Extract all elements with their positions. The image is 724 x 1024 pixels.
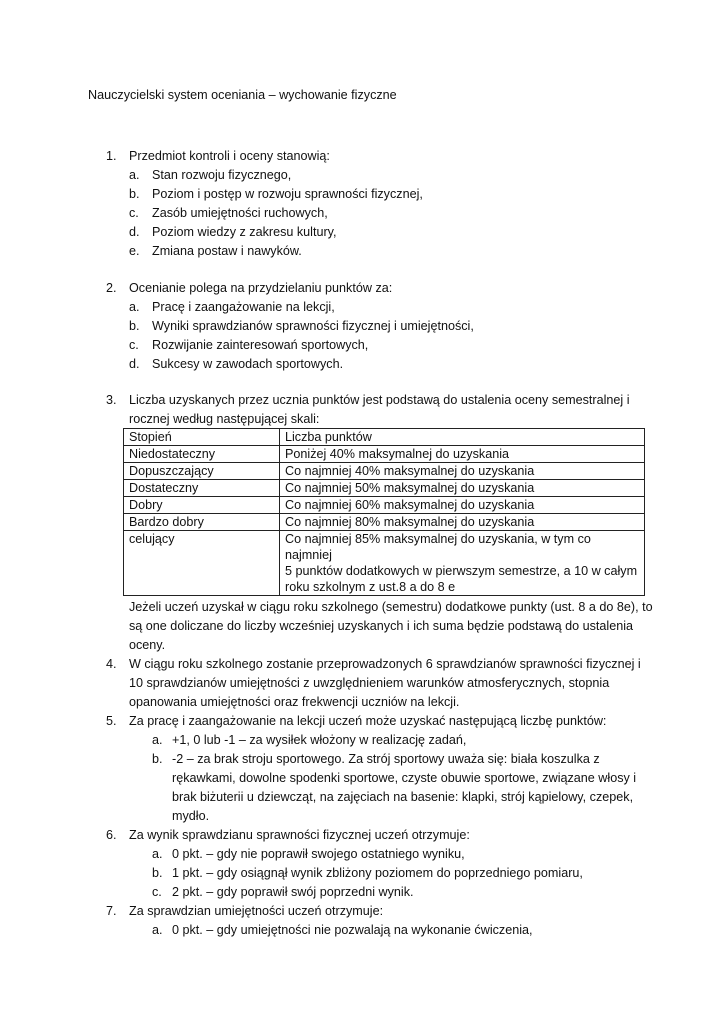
table-row [124,514,645,531]
list-item-line: rękawkami, dowolne spodenki sportowe, czyste obuwie sportowe, związane włosy i [172,771,637,785]
table-row [124,463,645,480]
list-item-marker: d. [129,357,140,371]
section-6-number: 6. [106,828,117,842]
list-item: +1, 0 lub -1 – za wysiłek włożony w realizację zadań, [172,733,467,747]
list-item-marker: b. [129,187,140,201]
list-item-line: -2 – za brak stroju sportowego. Za strój sportowy uważa się: biała koszulka z [172,752,600,766]
list-item-marker: b. [152,866,163,880]
list-item: 0 pkt. – gdy nie poprawił swojego ostatniego wyniku, [172,847,465,861]
list-item-marker: a. [129,168,140,182]
points-cell: Poniżej 40% maksymalnej do uzyskania [280,446,645,463]
section-6-heading: Za wynik sprawdzianu sprawności fizycznej uczeń otrzymuje: [129,828,470,842]
list-item: Wyniki sprawdzianów sprawności fizycznej i umiejętności, [152,319,474,333]
section-7-heading: Za sprawdzian umiejętności uczeń otrzymuje: [129,904,384,918]
list-item-line: mydło. [172,809,210,823]
section-4-text-line: 10 sprawdzianów umiejętności z uwzględnieniem warunków atmosferycznych, stopnia [129,676,610,690]
section-7-number: 7. [106,904,117,918]
grade-cell: Bardzo dobry [124,514,280,531]
list-item-marker: d. [129,225,140,239]
section-1-number: 1. [106,149,117,163]
list-item: Pracę i zaangażowanie na lekcji, [152,300,335,314]
section-5-heading: Za pracę i zaangażowanie na lekcji uczeń może uzyskać następującą liczbę punktów: [129,714,607,728]
section-3-text-line: rocznej według następującej skali: [129,412,320,426]
list-item: 1 pkt. – gdy osiągnął wynik zbliżony poziomem do poprzedniego pomiaru, [172,866,583,880]
list-item-marker: b. [152,752,163,766]
list-item-marker: c. [129,206,139,220]
column-header-grade: Stopień [124,429,280,446]
table-row [124,480,645,497]
table-row [124,446,645,463]
list-item-marker: c. [129,338,139,352]
points-cell [280,531,645,596]
list-item-line: brak biżuterii u dziewcząt, na zajęciach na basenie: klapki, strój kąpielowy, czepek, [172,790,634,804]
list-item-marker: a. [152,923,163,937]
list-item-marker: a. [129,300,140,314]
points-cell: Co najmniej 40% maksymalnej do uzyskania [280,463,645,480]
grade-cell: Dopuszczający [124,463,280,480]
points-cell: Co najmniej 50% maksymalnej do uzyskania [280,480,645,497]
list-item-marker: a. [152,733,163,747]
section-4-text-line: W ciągu roku szkolnego zostanie przeprowadzonych 6 sprawdzianów sprawności fizycznej i [129,657,641,671]
points-cell-line: Co najmniej 85% maksymalnej do uzyskania, w tym co najmniej [285,532,591,562]
section-3-number: 3. [106,393,117,407]
list-item: Zmiana postaw i nawyków. [152,244,302,258]
section-4-number: 4. [106,657,117,671]
list-item: Stan rozwoju fizycznego, [152,168,292,182]
section-2-heading: Ocenianie polega na przydzielaniu punktów za: [129,281,393,295]
list-item-marker: c. [152,885,162,899]
points-cell: Co najmniej 60% maksymalnej do uzyskania [280,497,645,514]
list-item: Zasób umiejętności ruchowych, [152,206,328,220]
grade-cell: celujący [124,531,280,596]
section-3-text-line: Liczba uzyskanych przez ucznia punktów jest podstawą do ustalenia oceny semestralnej i [129,393,630,407]
grade-cell: Dostateczny [124,480,280,497]
section-5-number: 5. [106,714,117,728]
column-header-points: Liczba punktów [280,429,645,446]
section-2-number: 2. [106,281,117,295]
points-cell-line: roku szkolnym z ust.8 a do 8 e [285,580,456,594]
list-item-marker: b. [129,319,140,333]
table-row [124,531,645,596]
document-title: Nauczycielski system oceniania – wychowanie fizyczne [88,88,397,102]
list-item: Poziom wiedzy z zakresu kultury, [152,225,337,239]
list-item-marker: e. [129,244,140,258]
section-3-note-line: oceny. [129,638,166,652]
list-item: Rozwijanie zainteresowań sportowych, [152,338,369,352]
list-item: Poziom i postęp w rozwoju sprawności fizycznej, [152,187,423,201]
section-3-note-line: są one doliczane do liczby wcześniej uzyskanych i ich suma będzie podstawą do ustalenia [129,619,634,633]
grading-scale-table [123,428,645,596]
list-item-marker: a. [152,847,163,861]
grade-cell: Dobry [124,497,280,514]
table-header-row [124,429,645,446]
list-item: Sukcesy w zawodach sportowych. [152,357,344,371]
points-cell-line: 5 punktów dodatkowych w pierwszym semestrze, a 10 w całym [285,564,638,578]
list-item: 0 pkt. – gdy umiejętności nie pozwalają na wykonanie ćwiczenia, [172,923,533,937]
grade-cell: Niedostateczny [124,446,280,463]
section-1-heading: Przedmiot kontroli i oceny stanowią: [129,149,330,163]
section-3-note-line: Jeżeli uczeń uzyskał w ciągu roku szkolnego (semestru) dodatkowe punkty (ust. 8 a do 8e), to [129,600,653,614]
table-row [124,497,645,514]
list-item: 2 pkt. – gdy poprawił swój poprzedni wynik. [172,885,414,899]
points-cell: Co najmniej 80% maksymalnej do uzyskania [280,514,645,531]
section-4-text-line: opanowania umiejętności oraz frekwencji uczniów na lekcji. [129,695,460,709]
